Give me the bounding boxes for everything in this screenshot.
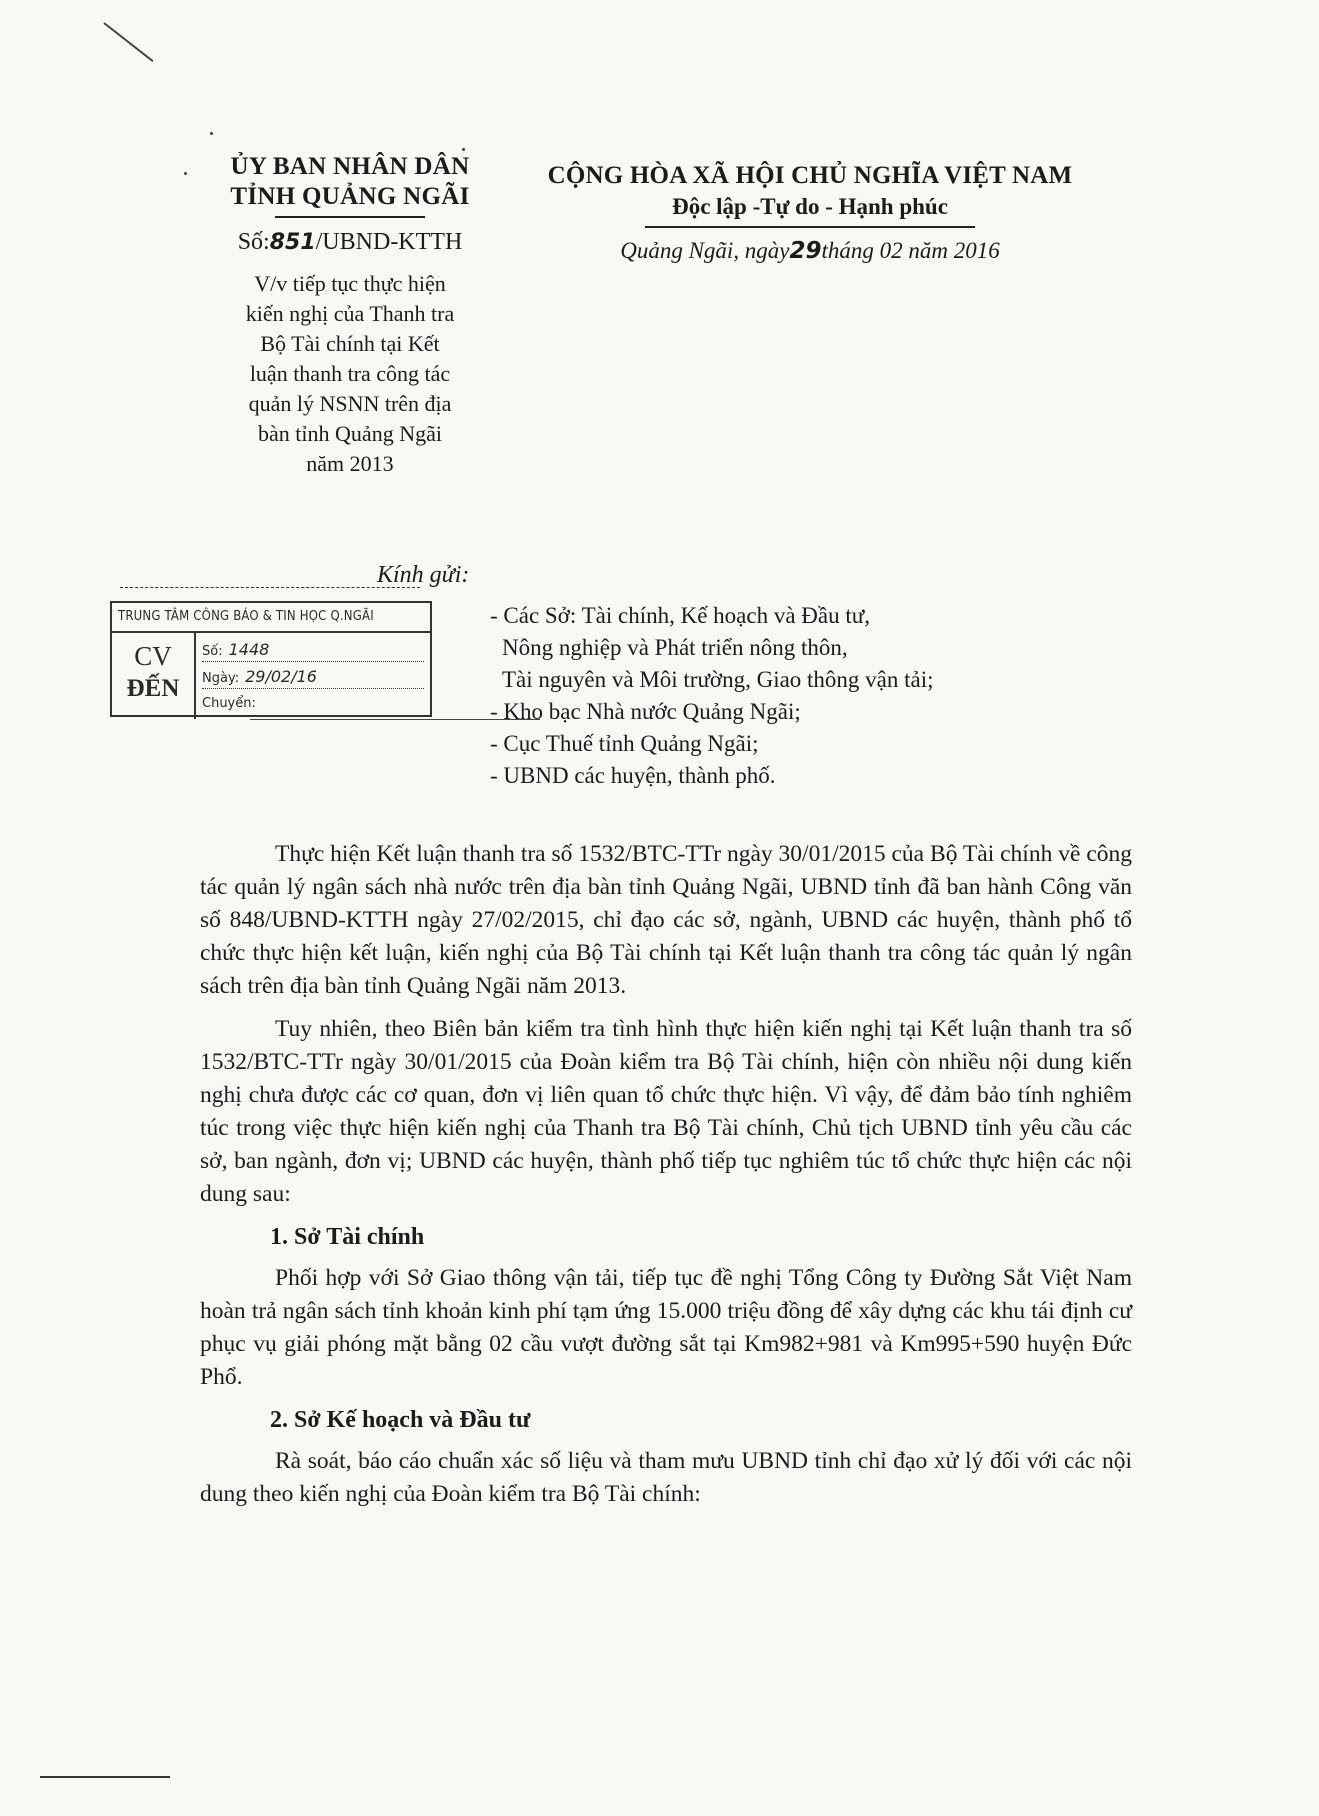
org-name-line2: TỈNH QUẢNG NGÃI [230,183,470,210]
stamp-ngay-value: 29/02/16 [245,667,317,686]
subject-line: Bộ Tài chính tại Kết [260,330,440,356]
section-1-heading: 1. Sở Tài chính [270,1224,425,1250]
org-underline [275,216,425,218]
recipient-item: Tài nguyên và Môi trường, Giao thông vận tải; [502,667,934,692]
scan-mark [103,22,153,62]
body-paragraph-1: Thực hiện Kết luận thanh tra số 1532/BTC-TTr ngày 30/01/2015 của Bộ Tài chính về công tác quản lý ngân sách nhà nước trên địa bàn tỉnh Quảng Ngãi, UBND tỉnh đã ban hành Công văn số 848/UBND-KTTH ngày 27/02/2015, chỉ đạo các sở, ngành, UBND các huyện, thành phố tổ chức thực hiện kết luận, kiến nghị của Bộ Tài chính tại Kết luận thanh tra công tác quản lý ngân sách trên địa bàn tỉnh Quảng Ngãi năm 2013. [200,841,1132,999]
stamp-body [112,631,430,719]
scan-speck [462,148,465,151]
doc-number-prefix: Số: [237,228,270,255]
doc-number-suffix: /UBND-KTTH [315,228,463,255]
stamp-so-label: Số: [202,644,223,659]
stamp-field-chuyen [202,691,424,716]
stamp-den: ĐẾN [126,675,180,702]
recipient-item: Nông nghiệp và Phát triển nông thôn, [502,635,848,660]
org-name-line1: ỦY BAN NHÂN DÂN [230,153,470,180]
date-suffix: tháng 02 năm 2016 [821,237,1000,263]
scan-speck [210,132,213,135]
document-subject [180,269,520,479]
recipient-item: - Kho bạc Nhà nước Quảng Ngãi; [490,699,801,724]
body-paragraph-2: Tuy nhiên, theo Biên bản kiểm tra tình hình thực hiện kiến nghị tại Kết luận thanh tra số 1532/BTC-TTr ngày 30/01/2015 của Đoàn kiểm tra Bộ Tài chính, hiện còn nhiều nội dung kiến nghị chưa được các cơ quan, đơn vị liên quan tổ chức thực hiện. Vì vậy, để đảm bảo tính nghiêm túc trong việc thực hiện kiến nghị của Thanh tra Bộ Tài chính, Chủ tịch UBND tỉnh yêu cầu các sở, ban ngành, đơn vị; UBND các huyện, thành phố tiếp tục nghiêm túc tổ chức thực hiện các nội dung sau: [200,1016,1132,1207]
document-number [180,228,520,257]
date-day-handwritten: 29 [789,237,822,264]
stamp-ngay-label: Ngày: [202,671,240,686]
stamp-fields [202,637,424,718]
subject-line: luận thanh tra công tác [249,360,451,386]
received-stamp [110,601,432,717]
section-2-heading: 2. Sở Kế hoạch và Đầu tư [270,1407,531,1433]
document-body [200,838,1132,1521]
date-prefix: Quảng Ngãi, ngày [620,237,790,263]
footer-rule [40,1776,170,1778]
section-2-text: Rà soát, báo cáo chuẩn xác số liệu và tham mưu UBND tỉnh chỉ đạo xử lý đối với các nội dung theo kiến nghị của Đoàn kiểm tra Bộ Tài chính: [200,1448,1132,1507]
subject-line: quản lý NSNN trên địa [248,390,452,416]
header-right [520,160,1100,266]
stamp-chuyen-label: Chuyển: [202,696,256,711]
stamp-so-value: 1448 [228,640,270,659]
subject-line: bàn tỉnh Quảng Ngãi [258,420,442,446]
stamp-top-rule [120,587,420,588]
recipient-item: - UBND các huyện, thành phố. [490,763,776,788]
stamp-field-so [202,637,424,662]
greeting: Kính gửi: [377,562,470,588]
national-motto: Độc lập -Tự do - Hạnh phúc [672,194,948,219]
recipients-list [490,600,1050,792]
section-1-text: Phối hợp với Sở Giao thông vận tải, tiếp tục đề nghị Tổng Công ty Đường Sắt Việt Nam hoàn trả ngân sách tỉnh khoản kinh phí tạm ứng 15.000 triệu đồng để xây dựng các khu tái định cư phục vụ giải phóng mặt bằng 02 cầu vượt đường sắt tại Km982+981 và Km995+590 huyện Đức Phổ. [200,1265,1132,1390]
recipient-item: - Cục Thuế tỉnh Quảng Ngãi; [490,731,759,756]
stamp-field-ngay [202,664,424,689]
subject-line: năm 2013 [306,450,394,476]
motto-underline [645,226,975,228]
national-title: CỘNG HÒA XÃ HỘI CHỦ NGHĨA VIỆT NAM [547,162,1073,189]
stamp-title: TRUNG TÂM CÔNG BÁO & TIN HỌC Q.NGÃI [118,609,374,624]
recipient-item: - Các Sở: Tài chính, Kế hoạch và Đầu tư, [490,603,870,628]
stamp-cv: CV [134,641,172,671]
stamp-label-cell [112,633,196,719]
place-date [520,236,1100,266]
doc-number-handwritten: 851 [269,229,316,255]
header-left [180,152,520,479]
subject-line: V/v tiếp tục thực hiện [254,270,446,296]
subject-line: kiến nghị của Thanh tra [245,300,455,326]
stamp-frame [110,601,432,717]
